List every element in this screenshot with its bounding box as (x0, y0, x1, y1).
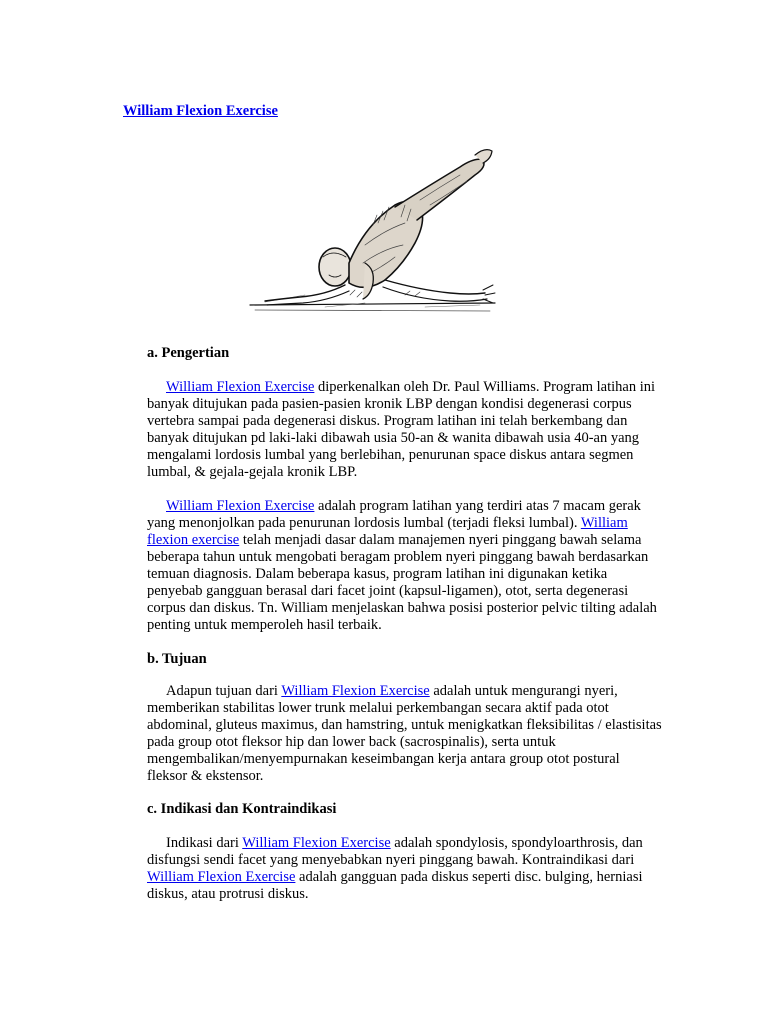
paragraph-text-body: Indikasi dari (166, 835, 243, 851)
paragraph-text-body: adalah gangguan pada diskus seperti disc. bulging, herniasi diskus, atau protrusi diskus. (147, 869, 643, 902)
william-flexion-exercise-link[interactable]: William Flexion Exercise (281, 683, 430, 699)
paragraph-text-body: diperkenalkan oleh Dr. Paul Williams. Program latihan ini banyak ditujukan pada pasien-pasien kronik LBP dengan kondisi degenerasi corpus vertebra sampai pada degenerasi diskus. Program latihan ini telah berkembang dan banyak ditujukan pd laki-laki dibawah usia 50-an & wanita dibawah usia 40-an yang mengalami lordosis lumbal yang berlebihan, penurunan space diskus antara segmen lumbal, & gejala-gejala kronik LBP. (147, 379, 656, 480)
paragraph-text (147, 498, 662, 634)
paragraph-pengertian-1 (147, 379, 662, 481)
section-pengertian (147, 345, 662, 362)
title-link[interactable]: William Flexion Exercise (123, 103, 278, 119)
paragraph-pengertian-2 (147, 498, 662, 634)
paragraph-text-body: Adapun tujuan dari (166, 683, 282, 699)
section-indikasi (147, 801, 662, 818)
paragraph-text (147, 379, 662, 481)
william-flexion-exercise-link[interactable]: William Flexion Exercise (166, 379, 315, 395)
william-flexion-exercise-link[interactable]: William flexion exercise (147, 515, 628, 548)
paragraph-tujuan-1 (147, 683, 662, 785)
paragraph-indikasi-1 (147, 835, 662, 903)
paragraph-text-body: adalah program latihan yang terdiri atas 7 macam gerak yang menonjolkan pada penurunan lordosis lumbal (terjadi fleksi lumbal). (147, 498, 641, 531)
william-flexion-exercise-link[interactable]: William Flexion Exercise (166, 498, 315, 514)
person-doing-flexion-stretch-illustration (245, 145, 500, 317)
william-flexion-exercise-link[interactable]: William Flexion Exercise (242, 835, 391, 851)
paragraph-text-body: adalah spondylosis, spondyloarthrosis, dan disfungsi sendi facet yang menyebabkan nyeri pinggang bawah. Kontraindikasi dari (147, 835, 643, 868)
paragraph-text-body: telah menjadi dasar dalam manajemen nyeri pinggang bawah selama beberapa tahun untuk mengobati beragam problem nyeri pinggang bawah berdasarkan temuan diagnosis. Dalam beberapa kasus, program latihan ini digunakan ketika penyebab gangguan berasal dari facet joint (kapsul-ligamen), otot, serta degenerasi corpus dan diskus. Tn. William menjelaskan bahwa posisi posterior pelvic tilting adalah penting untuk memperoleh hasil terbaik. (147, 532, 657, 633)
william-flexion-exercise-link[interactable]: William Flexion Exercise (147, 869, 296, 885)
heading-indikasi: c. Indikasi dan Kontraindikasi (147, 801, 337, 817)
heading-tujuan: b. Tujuan (147, 651, 207, 667)
paragraph-text (147, 835, 662, 903)
paragraph-text (147, 683, 662, 785)
paragraph-text-body: adalah untuk mengurangi nyeri, memberikan stabilitas lower trunk melalui perkembangan secara aktif pada otot abdominal, gluteus maximus, dan hamstring, untuk menigkatkan fleksibilitas / elastisitas pada group otot fleksor hip dan lower back (sacrospinalis), serta untuk mengembalikan/menyempurnakan keseimbangan kerja antara group otot postural fleksor & ekstensor. (147, 683, 662, 784)
section-tujuan (147, 651, 662, 668)
heading-pengertian: a. Pengertian (147, 345, 230, 361)
